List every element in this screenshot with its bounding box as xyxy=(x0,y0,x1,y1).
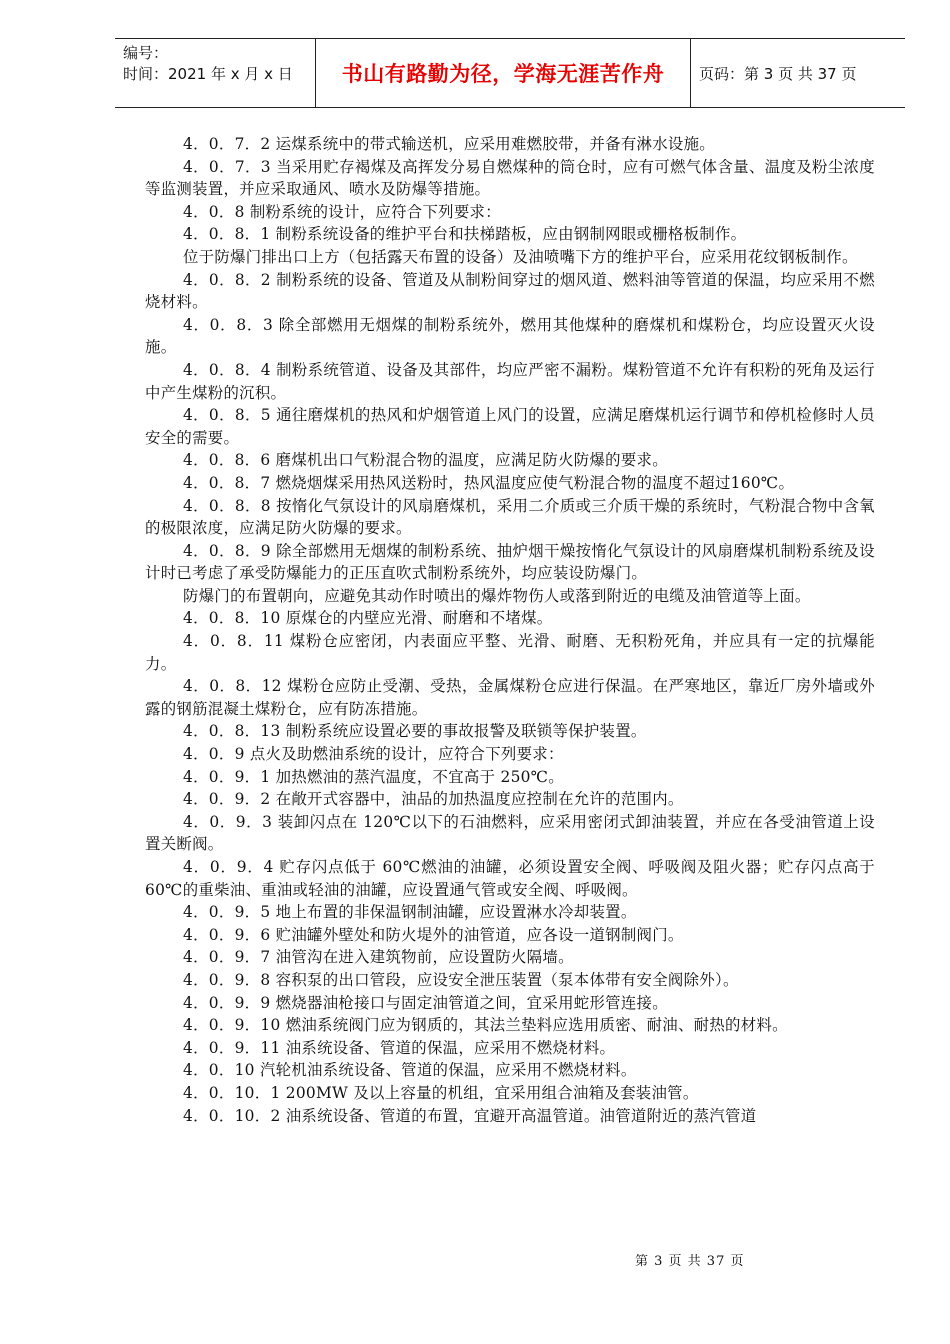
paragraph: 4．0．9．4 贮存闪点低于 60℃燃油的油罐，必须设置安全阀、呼吸阀及阻火器；贮存闪点高于 60℃的重柴油、重油或轻油的油罐，应设置通气管或安全阀、呼吸阀。 xyxy=(145,858,875,899)
document-body xyxy=(145,133,875,1127)
paragraph: 4．0．9 点火及助燃油系统的设计，应符合下列要求： xyxy=(183,745,564,764)
paragraph: 4．0．9．6 贮油罐外壁处和防火堤外的油管道，应各设一道钢制阀门。 xyxy=(183,925,684,944)
header-page-info: 页码：第 3 页 共 37 页 xyxy=(699,64,857,83)
paragraph: 4．0．10 汽轮机油系统设备、管道的保温，应采用不燃烧材料。 xyxy=(183,1061,637,1080)
paragraph: 4．0．8．2 制粉系统的设备、管道及从制粉间穿过的烟风道、燃料油等管道的保温，均应采用不燃烧材料。 xyxy=(145,270,875,312)
paragraph: 4．0．7．2 运煤系统中的带式输送机，应采用难燃胶带，并备有淋水设施。 xyxy=(183,135,715,153)
paragraph: 4．0．9．10 燃油系统阀门应为钢质的，其法兰垫料应选用质密、耐油、耐热的材料。 xyxy=(183,1016,788,1035)
paragraph: 4．0．9．2 在敞开式容器中，油品的加热温度应控制在允许的范围内。 xyxy=(183,790,684,809)
paragraph: 4．0．10．1 200MW 及以上容量的机组，宜采用组合油箱及套装油管。 xyxy=(183,1083,699,1102)
paragraph: 防爆门的布置朝向，应避免其动作时喷出的爆炸物伤人或落到附近的电缆及油管道等上面。 xyxy=(183,586,811,605)
paragraph: 位于防爆门排出口上方（包括露天布置的设备）及油喷嘴下方的维护平台，应采用花纹钢板制作。 xyxy=(183,247,858,266)
document-header xyxy=(115,38,905,108)
page-footer: 第 3 页 共 37 页 xyxy=(635,1254,745,1269)
paragraph: 4．0．8．4 制粉系统管道、设备及其部件，均应严密不漏粉。煤粉管道不允许有积粉的死角及运行中产生煤粉的沉积。 xyxy=(145,360,875,402)
number-label: 编号： xyxy=(123,44,169,62)
paragraph: 4．0．8．3 除全部燃用无烟煤的制粉系统外，燃用其他煤种的磨煤机和煤粉仓，均应设置灭火设施。 xyxy=(145,315,875,357)
header-meta xyxy=(115,39,315,107)
paragraph: 4．0．9．3 装卸闪点在 120℃以下的石油燃料，应采用密闭式卸油装置，并应在各受油管道上设置关断阀。 xyxy=(145,812,875,854)
paragraph: 4．0．9．5 地上布置的非保温钢制油罐，应设置淋水冷却装置。 xyxy=(183,903,637,922)
paragraph: 4．0．9．8 容积泵的出口管段，应设安全泄压装置（泵本体带有安全阀除外）。 xyxy=(183,970,739,989)
paragraph: 4．0．8．13 制粉系统应设置必要的事故报警及联锁等保护装置。 xyxy=(183,722,647,741)
paragraph: 4．0．8．8 按惰化气氛设计的风扇磨煤机，采用二介质或三介质干燥的系统时，气粉混合物中含氧的极限浓度，应满足防火防爆的要求。 xyxy=(145,496,875,538)
paragraph: 4．0．9．7 油管沟在进入建筑物前，应设置防火隔墙。 xyxy=(183,948,574,967)
paragraph: 4．0．8．6 磨煤机出口气粉混合物的温度，应满足防火防爆的要求。 xyxy=(183,451,668,470)
paragraph: 4．0．8．9 除全部燃用无烟煤的制粉系统、抽炉烟干燥按惰化气氛设计的风扇磨煤机制粉系统及设计时已考虑了承受防爆能力的正压直吹式制粉系统外，均应装设防爆门。 xyxy=(145,541,875,583)
paragraph: 4．0．8．12 煤粉仓应防止受潮、受热，金属煤粉仓应进行保温。在严寒地区，靠近厂房外墙或外露的钢筋混凝土煤粉仓，应有防冻措施。 xyxy=(145,677,875,718)
paragraph: 4．0．8．5 通往磨煤机的热风和炉烟管道上风门的设置，应满足磨煤机运行调节和停机检修时人员安全的需要。 xyxy=(145,406,875,447)
header-motto: 书山有路勤为径，学海无涯苦作舟 xyxy=(315,39,691,107)
paragraph: 4．0．9．9 燃烧器油枪接口与固定油管道之间，宜采用蛇形管连接。 xyxy=(183,993,668,1012)
paragraph: 4．0．9．11 油系统设备、管道的保温，应采用不燃烧材料。 xyxy=(183,1038,616,1057)
paragraph: 4．0．10．2 油系统设备、管道的布置，宜避开高温管道。油管道附近的蒸汽管道 xyxy=(183,1106,757,1125)
paragraph: 4．0．8．1 制粉系统设备的维护平台和扶梯踏板，应由钢制网眼或栅格板制作。 xyxy=(183,225,747,244)
paragraph: 4．0．8．11 煤粉仓应密闭，内表面应平整、光滑、耐磨、无积粉死角，并应具有一定的抗爆能力。 xyxy=(145,632,875,673)
paragraph: 4．0．9．1 加热燃油的蒸汽温度，不宜高于 250℃。 xyxy=(183,767,564,786)
time-label: 时间：2021 年 x 月 x 日 xyxy=(123,65,293,83)
paragraph: 4．0．8．7 燃烧烟煤采用热风送粉时，热风温度应使气粉混合物的温度不超过160℃。 xyxy=(183,473,795,492)
paragraph: 4．0．8 制粉系统的设计，应符合下列要求： xyxy=(183,202,501,221)
paragraph: 4．0．7．3 当采用贮存褐煤及高挥发分易自燃煤种的筒仓时，应有可燃气体含量、温度及粉尘浓度等监测装置，并应采取通风、喷水及防爆等措施。 xyxy=(145,157,875,199)
paragraph: 4．0．8．10 原煤仓的内壁应光滑、耐磨和不堵煤。 xyxy=(183,609,553,628)
